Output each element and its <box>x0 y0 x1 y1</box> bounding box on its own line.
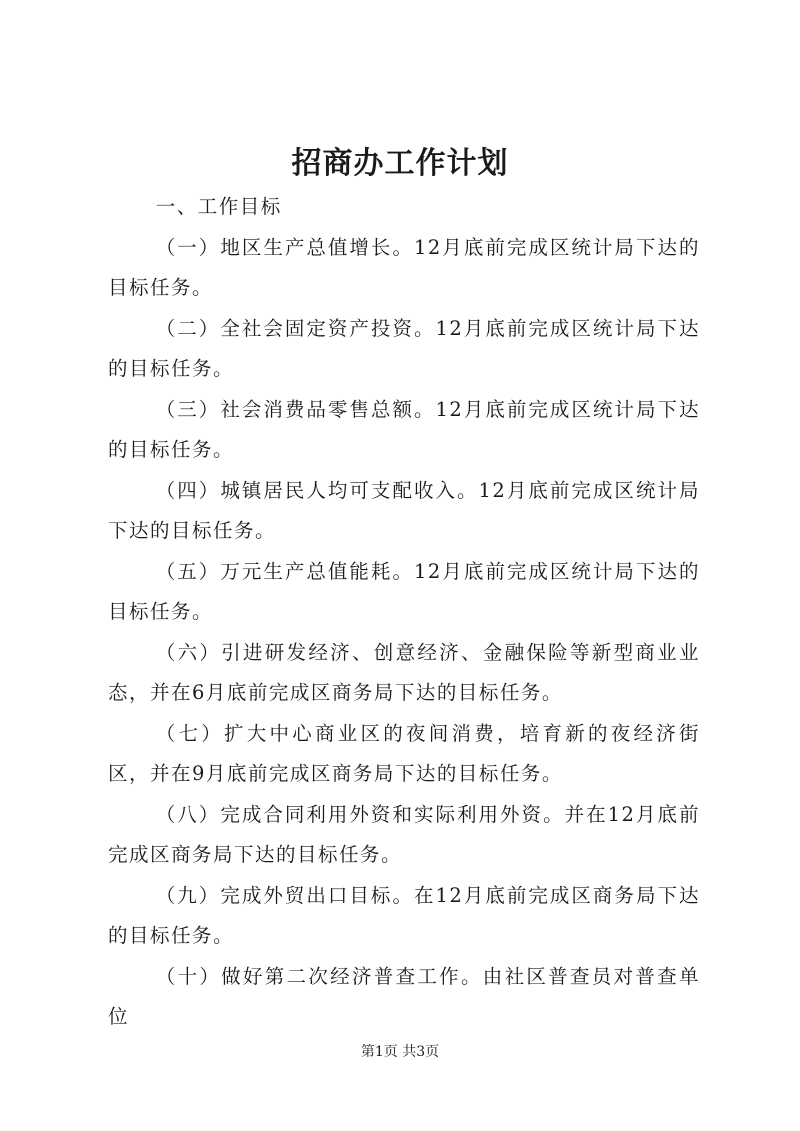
paragraph-item-8: （八）完成合同利用外资和实际利用外资。并在12月底前完成区商务局下达的目标任务。 <box>108 802 700 866</box>
section-heading-goals: 一、工作目标 <box>155 195 282 218</box>
document-body <box>108 187 700 1038</box>
paragraph-item-10: （十）做好第二次经济普查工作。由社区普查员对普查单位 <box>108 964 700 1028</box>
paragraph-item-6: （六）引进研发经济、创意经济、金融保险等新型商业业态，并在6月底前完成区商务局下达的目标任务。 <box>108 640 700 704</box>
paragraph-item-1: （一）地区生产总值增长。12月底前完成区统计局下达的目标任务。 <box>108 235 700 299</box>
paragraph-item-5: （五）万元生产总值能耗。12月底前完成区统计局下达的目标任务。 <box>108 559 700 623</box>
paragraph-item-7: （七）扩大中心商业区的夜间消费，培育新的夜经济街区，并在9月底前完成区商务局下达的目标任务。 <box>108 721 700 785</box>
paragraph-item-3: （三）社会消费品零售总额。12月底前完成区统计局下达的目标任务。 <box>108 397 700 461</box>
paragraph-item-9: （九）完成外贸出口目标。在12月底前完成区商务局下达的目标任务。 <box>108 883 700 947</box>
document-title: 招商办工作计划 <box>291 146 509 181</box>
page-number-footer: 第1页 共3页 <box>360 1044 440 1060</box>
paragraph-item-4: （四）城镇居民人均可支配收入。12月底前完成区统计局下达的目标任务。 <box>108 478 700 542</box>
paragraph-item-2: （二）全社会固定资产投资。12月底前完成区统计局下达的目标任务。 <box>108 316 700 380</box>
